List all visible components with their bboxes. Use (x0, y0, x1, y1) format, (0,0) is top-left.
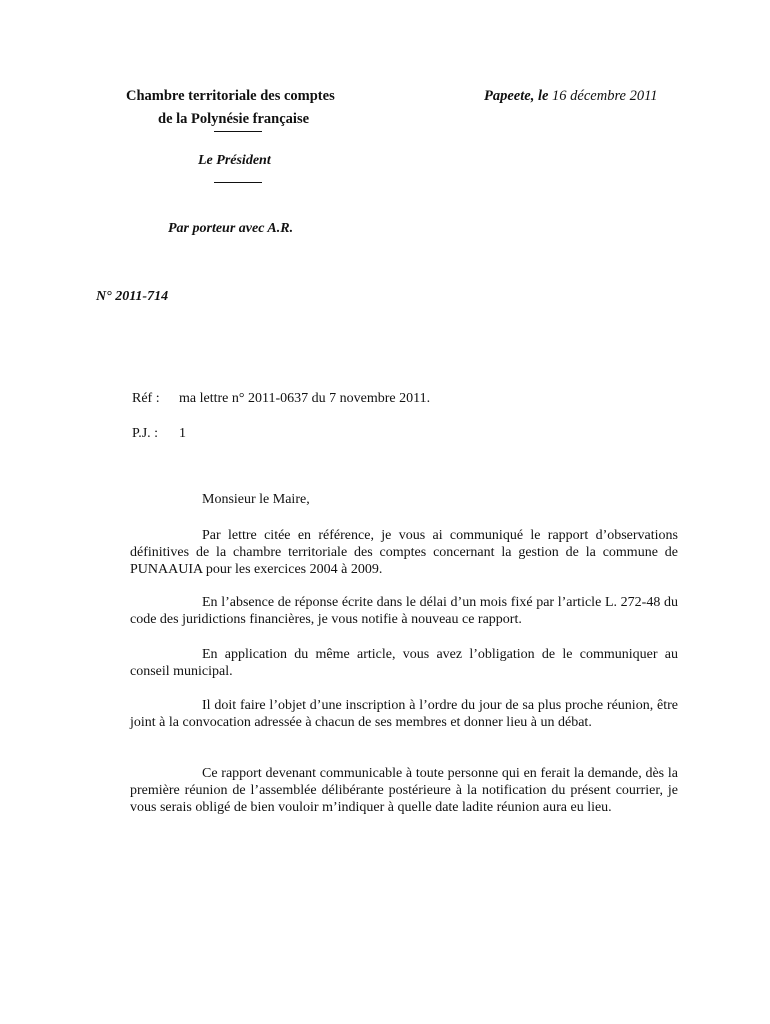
attachment-label: P.J. : (132, 426, 159, 441)
sender-organization-line-1: Chambre territoriale des comptes (126, 88, 335, 104)
body-paragraph: En l’absence de réponse écrite dans le délai d’un mois fixé par l’article L. 272-48 du code des juridictions financières, je vous notifie à nouveau ce rapport. (130, 595, 678, 627)
body-paragraph: Il doit faire l’objet d’une inscription à l’ordre du jour de sa plus proche réunion, être joint à la convocation adressée à chacun de ses membres et donner lieu à un débat. (130, 698, 678, 730)
sender-role: Le Président (198, 153, 271, 168)
sender-organization-line-2: de la Polynésie française (158, 111, 310, 127)
header-divider (214, 131, 262, 132)
attachment-row (132, 426, 186, 442)
body-paragraph: En application du même article, vous avez l’obligation de le communiquer au conseil municipal. (130, 647, 678, 679)
reference-number: N° 2011-714 (96, 289, 169, 304)
place-and-date (484, 88, 658, 105)
reference-value: ma lettre n° 2011-0637 du 7 novembre 2011. (179, 391, 431, 406)
salutation: Monsieur le Maire, (202, 492, 310, 507)
reference-label: Réf : (132, 391, 160, 406)
header-divider (214, 182, 262, 183)
body-paragraph: Par lettre citée en référence, je vous ai communiqué le rapport d’observations définitives de la chambre territoriale des comptes concernant la gestion de la commune de PUNAAUIA pour les exercices 2004 à 2009. (130, 528, 678, 577)
reference-row (132, 391, 430, 407)
delivery-mode: Par porteur avec A.R. (168, 221, 294, 236)
place-prefix: Papeete, le (484, 88, 549, 104)
letter-date: 16 décembre 2011 (552, 88, 658, 104)
body-paragraph: Ce rapport devenant communicable à toute personne qui en ferait la demande, dès la première réunion de l’assemblée délibérante postérieure à la notification du présent courrier, je vous serais obligé de bien vouloir m’indiquer à quelle date ladite réunion aura eu lieu. (130, 766, 678, 815)
attachment-value: 1 (179, 426, 186, 441)
